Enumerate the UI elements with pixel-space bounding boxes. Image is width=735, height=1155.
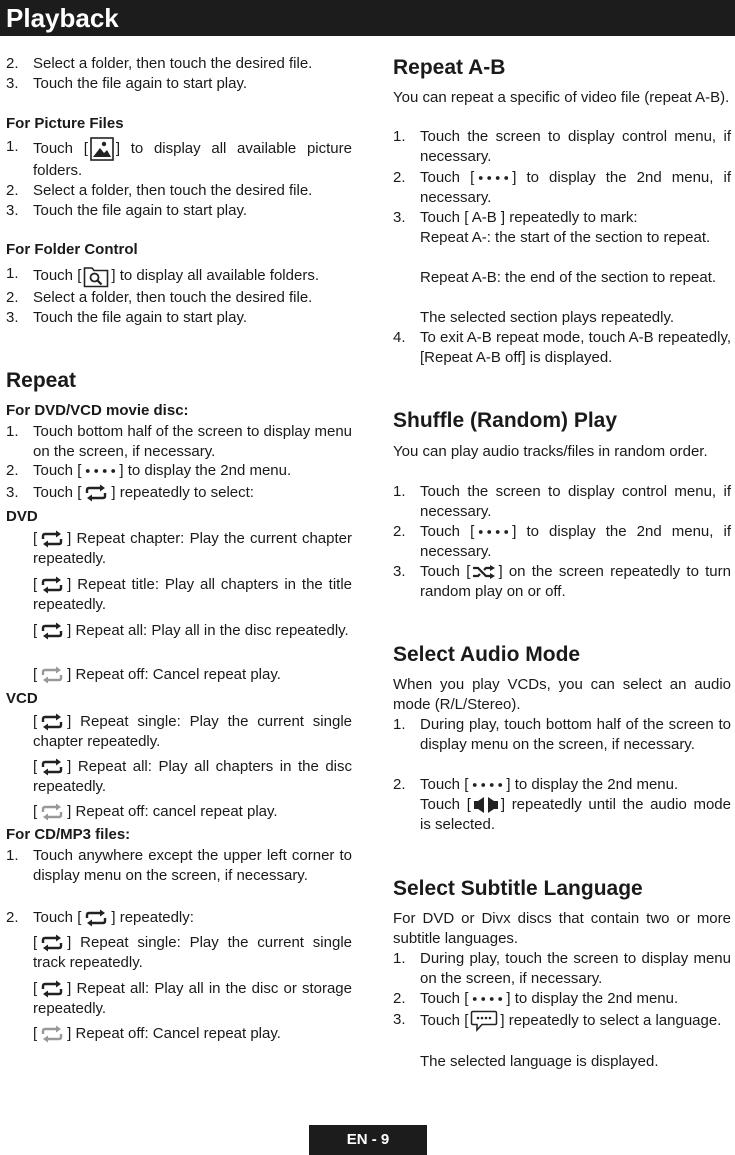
list-item: 1. Touch the screen to display control menu, if necessary. — [393, 128, 731, 165]
list-item: 2. Touch [ ] to display the 2nd menu. — [6, 462, 292, 479]
shuffle-heading: Shuffle (Random) Play — [393, 409, 618, 432]
audio-mode-icon — [473, 796, 499, 814]
repeat-off-icon — [39, 665, 65, 685]
list-item: 3. Touch [ ] repeatedly to select: — [6, 483, 352, 503]
picture-files-heading: For Picture Files — [6, 115, 124, 132]
repeat-title-icon — [39, 575, 65, 595]
list-item: 2. Select a folder, then touch the desired file. — [6, 55, 313, 72]
list-item: 2. Select a folder, then touch the desired file. — [6, 289, 313, 306]
subtitle-intro: For DVD or Divx discs that contain two or more subtitle languages. — [393, 910, 731, 947]
repeat-chapter-icon — [39, 529, 65, 549]
picture-icon — [90, 137, 114, 161]
page-number-label: EN - 9 — [346, 1131, 390, 1148]
subtitle-heading: Select Subtitle Language — [393, 877, 643, 900]
list-item: 2. Touch [ ] to display the 2nd menu, if necessary. — [393, 523, 731, 560]
repeat-all-icon — [39, 757, 65, 777]
list-item: 1. During play, touch bottom half of the screen to display menu on the screen, if necessary. — [393, 716, 731, 753]
shuffle-intro: You can play audio tracks/files in random order. — [393, 443, 708, 460]
list-item: [ ] Repeat all: Play all in the disc repeatedly. — [33, 621, 352, 641]
shuffle-icon — [472, 564, 496, 580]
repeat-icon — [83, 908, 109, 928]
repeat-all-icon — [39, 621, 65, 641]
repeat-single-icon — [39, 933, 65, 953]
repeat-off-icon — [39, 802, 65, 822]
list-item: 3. Touch [ ] on the screen repeatedly to turn random play on or off. — [393, 563, 731, 600]
subtitle-result: The selected language is displayed. — [420, 1053, 659, 1070]
list-item: [ ] Repeat all: Play all in the disc or storage repeatedly. — [33, 980, 352, 1018]
list-item: [ ] Repeat single: Play the current single track repeatedly. — [33, 934, 352, 972]
vcd-label: VCD — [6, 690, 38, 707]
list-item: 2. Touch [ ] to display the 2nd menu, if necessary. — [393, 169, 731, 206]
dots-menu-icon — [470, 994, 504, 1004]
header-title: Playback — [6, 3, 119, 33]
list-item: [ ] Repeat off: Cancel repeat play. — [33, 1024, 352, 1044]
folder-control-heading: For Folder Control — [6, 241, 138, 258]
list-item: 3. Touch the file again to start play. — [6, 309, 248, 326]
dots-menu-icon — [476, 173, 510, 183]
folder-search-icon — [83, 264, 109, 288]
list-item: 3. Touch [ A-B ] repeatedly to mark: — [393, 209, 638, 226]
ab-result: The selected section plays repeatedly. — [420, 309, 675, 326]
ab-mark-end: Repeat A-B: the end of the section to repeat. — [420, 269, 717, 286]
ab-mark-start: Repeat A-: the start of the section to repeat. — [420, 229, 711, 246]
repeat-off-icon — [39, 1024, 65, 1044]
repeat-heading: Repeat — [6, 369, 77, 392]
dvd-vcd-heading: For DVD/VCD movie disc: — [6, 402, 189, 419]
repeat-icon — [83, 483, 109, 503]
dots-menu-icon — [476, 527, 510, 537]
list-item: [ ] Repeat title: Play all chapters in the title repeatedly. — [33, 576, 352, 614]
cd-mp3-heading: For CD/MP3 files: — [6, 826, 131, 843]
list-item: [ ] Repeat off: cancel repeat play. — [33, 802, 352, 822]
repeat-single-icon — [39, 712, 65, 732]
page-header — [0, 0, 735, 36]
list-item: 2. Touch [ ] repeatedly: — [6, 908, 352, 928]
subtitle-icon — [470, 1010, 498, 1032]
list-item: 1. Touch [ ] to display all available folders. — [6, 264, 352, 288]
list-item: [ ] Repeat off: Cancel repeat play. — [33, 665, 352, 685]
dvd-label: DVD — [6, 508, 38, 525]
list-item: 1. Touch anywhere except the upper left corner to display menu on the screen, if necessary. — [6, 847, 352, 884]
list-item: 4. To exit A-B repeat mode, touch A-B repeatedly, [Repeat A-B off] is displayed. — [393, 329, 731, 366]
list-item: 3. Touch [ ] repeatedly to select a language. — [393, 1010, 731, 1032]
list-item: [ ] Repeat single: Play the current single chapter repeatedly. — [33, 713, 352, 751]
list-item: Touch [ ] repeatedly until the audio mode is selected. — [420, 796, 731, 833]
list-item: 1. Touch the screen to display control menu, if necessary. — [393, 483, 731, 520]
list-item: 3. Touch the file again to start play. — [6, 75, 248, 92]
audio-mode-heading: Select Audio Mode — [393, 643, 581, 666]
repeat-ab-heading: Repeat A-B — [393, 56, 506, 79]
list-item: [ ] Repeat chapter: Play the current chapter repeatedly. — [33, 530, 352, 568]
list-item: [ ] Repeat all: Play all chapters in the disc repeatedly. — [33, 758, 352, 796]
dots-menu-icon — [83, 466, 117, 476]
repeat-ab-intro: You can repeat a specific of video file (repeat A-B). — [393, 89, 730, 106]
list-item: 2. Touch [ ] to display the 2nd menu. — [393, 990, 679, 1007]
audio-mode-intro: When you play VCDs, you can select an audio mode (R/L/Stereo). — [393, 676, 731, 713]
list-item: 1. Touch bottom half of the screen to display menu on the screen, if necessary. — [6, 423, 352, 460]
list-item: 2. Touch [ ] to display the 2nd menu. — [393, 776, 679, 793]
list-item: 2. Select a folder, then touch the desired file. — [6, 182, 313, 199]
dots-menu-icon — [470, 780, 504, 790]
list-item: 1. During play, touch the screen to display menu on the screen, if necessary. — [393, 950, 731, 987]
list-item: 3. Touch the file again to start play. — [6, 202, 248, 219]
repeat-all-icon — [39, 979, 65, 999]
list-item: 1. Touch [ ] to display all available picture folders. — [6, 138, 352, 179]
page-number — [309, 1125, 427, 1155]
